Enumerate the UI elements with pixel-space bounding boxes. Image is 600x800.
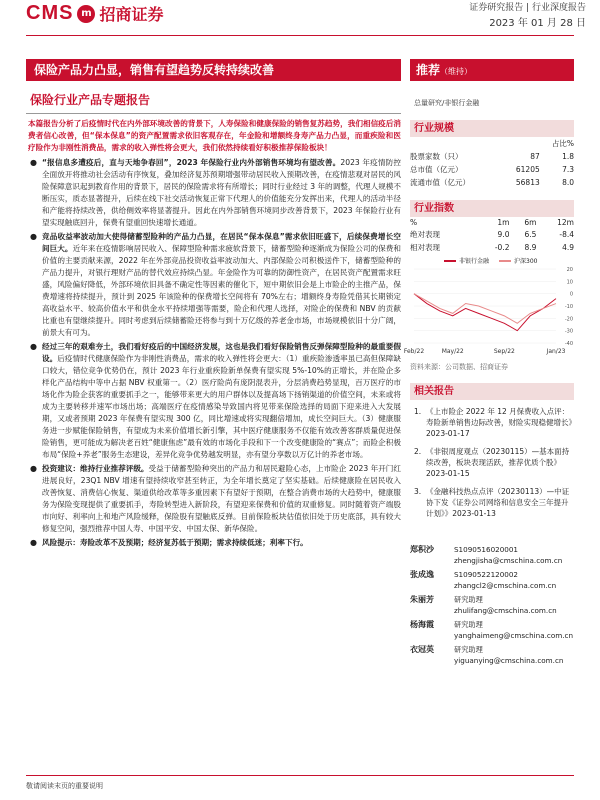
analyst-id: S1090522120002 — [454, 570, 519, 579]
legend-label: 沪深300 — [514, 258, 538, 265]
rating-label: 推荐 — [416, 63, 441, 77]
col-header: 1m — [497, 218, 510, 227]
related-reports-panel — [410, 383, 574, 526]
bullet-lead: 经过三年的艰难夯土，我们看好疫后的中国经济发展，这也是我们看好保险销售反弹保障型险种的最重要假设。 — [42, 342, 401, 363]
body-bullet — [28, 537, 401, 549]
analyst-name: 衣冠英 — [410, 645, 434, 654]
bullet-lead: 竞品收益率波动加大使得储蓄型险种的产品力凸显，在居民“保本保息”需求依旧旺盛下，后续保费增长空间巨大。 — [42, 232, 401, 253]
bullet-lead: 投资建议：维持行业推荐评级。 — [42, 464, 149, 473]
y-tick-label: -40 — [564, 341, 573, 347]
cell: 4.9 — [562, 243, 574, 252]
x-tick-label: Sep/22 — [493, 348, 515, 355]
pct-header: 占比% — [551, 139, 574, 148]
row-label: 股票家数（只） — [410, 152, 463, 161]
y-tick-label: -30 — [564, 328, 573, 335]
table-row — [410, 228, 574, 241]
analyst-entry — [410, 544, 574, 566]
row-pct: 8.0 — [562, 178, 574, 187]
analyst-email[interactable]: zhengjisha@cmschina.com.cn — [454, 556, 563, 565]
bullet-dot-icon: ● — [30, 538, 37, 547]
related-report-text: 《金融科技热点点评（20230113）—中证协下发《证券公司网络和信息安全三年提升计划》》2023-01-13 — [426, 487, 570, 518]
analyst-entry — [410, 594, 574, 616]
legend-item — [499, 256, 537, 265]
related-report-item[interactable]: 2. 《非银周度观点（20230115）—基本面持续改善，板块表现活跃，推荐优质个股》2023-01-15 — [414, 447, 570, 478]
analyst-id: S1090516020001 — [454, 545, 519, 554]
cell: -8.4 — [559, 230, 574, 239]
research-category: 总量研究/非银行金融 — [414, 99, 480, 107]
logo-text-cn: 招商证券 — [99, 5, 164, 24]
analyst-name: 杨海霞 — [410, 620, 434, 629]
table-row — [410, 176, 574, 189]
legend-swatch — [499, 260, 511, 262]
bullet-body: 受益于储蓄型险种突出的产品力和居民避险心态，上市险企 2023 年开门红进展良好，23Q1 NBV 增速有望持续收窄甚至转正，为全年增长奠定了坚实基础。后续健康险在居民收入改善恢复、消费信心恢复、渠道供给改革等多重因素下有望好于预期，在整合消费市场的大趋势中，健康服务为保险变现提供了重要抓手，寿险转型进入新阶段，有望迎来保费和价值的双重修复。同时随着资产端股市向好、利率向上和地产风险缓释，保险股有望触底反弹。目前保险板块估值依旧处于历史底部，具有较大修复空间，强烈推荐中国人寿、中国平安、中国太保、新华保险。 — [42, 464, 402, 533]
main-body — [28, 118, 401, 551]
industry-index-table — [410, 217, 574, 254]
row-label: 绝对表现 — [410, 230, 440, 239]
bullet-body: 后疫情时代健康保险作为非刚性消费品，需求的收入弹性将会更大：（1）重疾险渗透率虽已高但保障缺口较大，错位竞争优势仍在，预计 2023 年行业重疾险新单保费有望实现 5%-10%的正增长，并在险企多样化产品结构中等中占据 NBV 权重第一。（2）医疗险尚有庞阴混表升，分层消费趋势显现，百万医疗的市场化作为险企获客的重要抓手之一，能够带来更大的用户群体以及提高场下扬销渠道的价值空间，未来或将成为主要转移并速军市场出场；高端医疗在疫情感染导致国内将见带来保险选择的局面下迎来进入大发展期，又或者预期 2023 年保费有望实现 300 亿，同比增速或将实现翻倍增加，成长空间巨大。（3）健康服务进一步赋能保险销售，有望成为未来价值增长新引擎，其中医疗健康服务不仅能有效改善客群质量促进保险销售，更可能成为解决老百姓“健康焦虑”最有效的市场化手段和下一个改变健康险的“赛点”；而险企积极布局“保险+养老”服务生态建设，差异化竞争优势越发明显，亦有望分享数以万亿计的养老市场。 — [42, 354, 401, 459]
chart-source: 资料来源：公司数据、招商证券 — [410, 363, 508, 371]
related-report-item[interactable]: 1. 《上市险企 2022 年 12 月保费收入点评：寿险新单销售边际改善，财险实现稳健增长》2023-01-17 — [414, 407, 573, 438]
chart-legend — [444, 256, 574, 265]
table-row — [410, 217, 574, 228]
bullet-body: 近年来在疫情影响居民收入、保障型险种需求疲软背景下，储蓄型险种逐渐成为保险公司的保费和价值的主要贡献来源，2022 年在外部竞品投资收益率波动加大、内部保险公司积极送件下，储蓄型险种的产品力提升，对银行理财产品的替代效应持续凸显。年金险作为可靠的防御性资产，在居民资产配置需求旺盛，风险偏好降低，外部环境依旧具备不确定性等因素的催化下，短中期依旧会是上市险企的主推产品，保费增速将持续提升，预计到 2025 年该险种的保费增长空间将有 70%左右；增额终身寿险凭借其长期锁定高收益水平、较高价值水平和供金水平持续增强等需要，险企和代理人选择，对险企的保费和 NBV 的贡献比重也有望继续提升。同时考虑到后续储蓄险还将参与到十万亿级的养老金市场，市场规模依旧十分广阔，前景大有可为。 — [42, 244, 402, 337]
analyst-list — [410, 544, 574, 666]
col-header: % — [410, 218, 418, 227]
legend-item — [444, 256, 489, 265]
row-pct: 1.8 — [562, 152, 574, 161]
analyst-id: 研究助理 — [454, 645, 483, 654]
bullet-dot-icon: ● — [30, 158, 37, 167]
body-bullet — [28, 341, 401, 461]
cms-logo — [26, 2, 163, 25]
table-row — [410, 150, 574, 163]
bullet-lead: 风险提示：寿险改革不及预期；经济复苏低于预期；需求持续低迷；利率下行。 — [42, 538, 308, 547]
bullet-dot-icon: ● — [30, 342, 37, 351]
logo-text-en: CMS — [26, 2, 74, 24]
body-bullet — [28, 463, 401, 535]
analyst-entry — [410, 619, 574, 641]
row-value: 87 — [530, 152, 540, 161]
page-header — [0, 0, 600, 40]
analyst-entry — [410, 569, 574, 591]
bullet-lead: “报信息多遭疫后，直与天地争春回”，2023 年保险行业内外部销售环境均有望改善。 — [42, 158, 341, 167]
analyst-name: 郑积沙 — [410, 545, 434, 554]
table-row — [410, 163, 574, 176]
cell: 8.9 — [524, 243, 537, 252]
analyst-entry — [410, 644, 574, 666]
header-divider — [26, 35, 574, 36]
analyst-email[interactable]: zhangcl2@cmschina.com.cn — [454, 581, 557, 590]
x-tick-label: Jan/23 — [546, 348, 566, 355]
index-line-chart — [403, 265, 574, 357]
report-title: 保险产品力凸显，销售有望趋势反转持续改善 — [26, 59, 401, 81]
footer-divider — [26, 775, 574, 776]
analyst-id: 研究助理 — [454, 595, 483, 604]
row-label: 总市值（亿元） — [410, 165, 463, 174]
bullet-dot-icon: ● — [30, 464, 37, 473]
abstract: 本篇报告分析了后疫情时代在内外部环境改善的背景下，人寿保险和健康保险的销售复苏趋势，我们相信疫后消费者信心改善，但“保本保息”的资产配置需求依旧客观存在，年金险和增额终身寿产品力凸显，而重疾险和医疗险作为非刚性消费品，需求的收入弹性将会更大，我们依然持续看好积极推荐保险板块！ — [28, 119, 401, 152]
rating-note: （维持） — [440, 67, 473, 76]
report-type: 证券研究报告 | 行业深度报告 — [469, 3, 586, 13]
industry-index-title: 行业指数 — [410, 200, 574, 217]
analyst-email[interactable]: yiguanying@cmschina.com.cn — [454, 656, 564, 665]
y-tick-label: -10 — [564, 304, 573, 310]
row-pct: 7.3 — [562, 165, 574, 174]
footer-note: 敬请阅读末页的重要说明 — [26, 782, 103, 790]
logo-mark-icon: m — [77, 5, 95, 23]
bullet-body: 2023 年疫情防控全面放开将推动社会活动有序恢复，叠加经济复苏预期增强带动居民收入预期改善，在疫情悲观对居民的风险保障意识起到教育作用的背景下，居民的保险需求将有所增长；同时行业经过 3 年的调整，代理人规模不断压实，质态显著提升，后续在线下社交活动恢复正常下代理人的价值能充分发挥出来，代理人的活动半径和产能将持续改善，供给侧效率将显著提升。因此在内外部销售环境同步改善背景下，2023 年保险行业有望实现触底回升，保费有望重回快速增长通道。 — [42, 158, 401, 227]
analyst-name: 朱丽芳 — [410, 595, 434, 604]
legend-swatch — [444, 260, 456, 262]
body-bullet — [28, 157, 401, 229]
col-header: 12m — [557, 218, 574, 227]
x-tick-label: May/22 — [441, 348, 464, 355]
x-tick-label: Feb/22 — [403, 348, 425, 355]
industry-scale-panel — [410, 120, 574, 189]
report-subtitle: 保险行业产品专题报告 — [30, 93, 151, 107]
row-value: 56813 — [515, 178, 540, 187]
subtitle-divider — [26, 113, 401, 114]
rating-badge — [410, 59, 574, 81]
row-label: 流通市值（亿元） — [410, 178, 470, 187]
table-row — [410, 241, 574, 254]
row-value: 61205 — [515, 165, 540, 174]
cell: -0.2 — [494, 243, 510, 252]
y-tick-label: 0 — [569, 291, 573, 298]
col-header: 6m — [524, 218, 537, 227]
related-report-text: 《上市险企 2022 年 12 月保费收入点评：寿险新单销售边际改善，财险实现稳健增长》2023-01-17 — [426, 407, 573, 438]
related-report-text: 《非银周度观点（20230115）—基本面持续改善，板块表现活跃，推荐优质个股》2023-01-15 — [426, 447, 570, 478]
related-report-item[interactable]: 3. 《金融科技热点点评（20230113）—中证协下发《证券公司网络和信息安全三年提升计划》》2023-01-13 — [414, 487, 570, 518]
related-reports-list — [410, 406, 574, 519]
analyst-email[interactable]: zhulifang@cmschina.com.cn — [454, 606, 557, 615]
y-tick-label: 20 — [566, 267, 573, 273]
y-tick-label: 10 — [566, 279, 573, 286]
cell: 6.5 — [524, 230, 537, 239]
industry-index-panel — [403, 200, 574, 372]
industry-scale-table — [410, 137, 574, 189]
table-row — [410, 137, 574, 150]
report-date: 2023 年 01 月 28 日 — [489, 18, 586, 29]
y-tick-label: -20 — [564, 316, 573, 323]
analyst-email[interactable]: yanghaimeng@cmschina.com.cn — [454, 631, 574, 640]
related-reports-title: 相关报告 — [410, 383, 574, 400]
row-label: 相对表现 — [410, 243, 440, 252]
industry-scale-title: 行业规模 — [410, 120, 574, 137]
legend-label: 非银行金融 — [459, 258, 490, 265]
analyst-name: 张成逸 — [410, 570, 434, 579]
bullet-dot-icon: ● — [30, 232, 37, 241]
analyst-id: 研究助理 — [454, 620, 483, 629]
cell: 9.0 — [497, 230, 510, 239]
body-bullet — [28, 231, 401, 339]
